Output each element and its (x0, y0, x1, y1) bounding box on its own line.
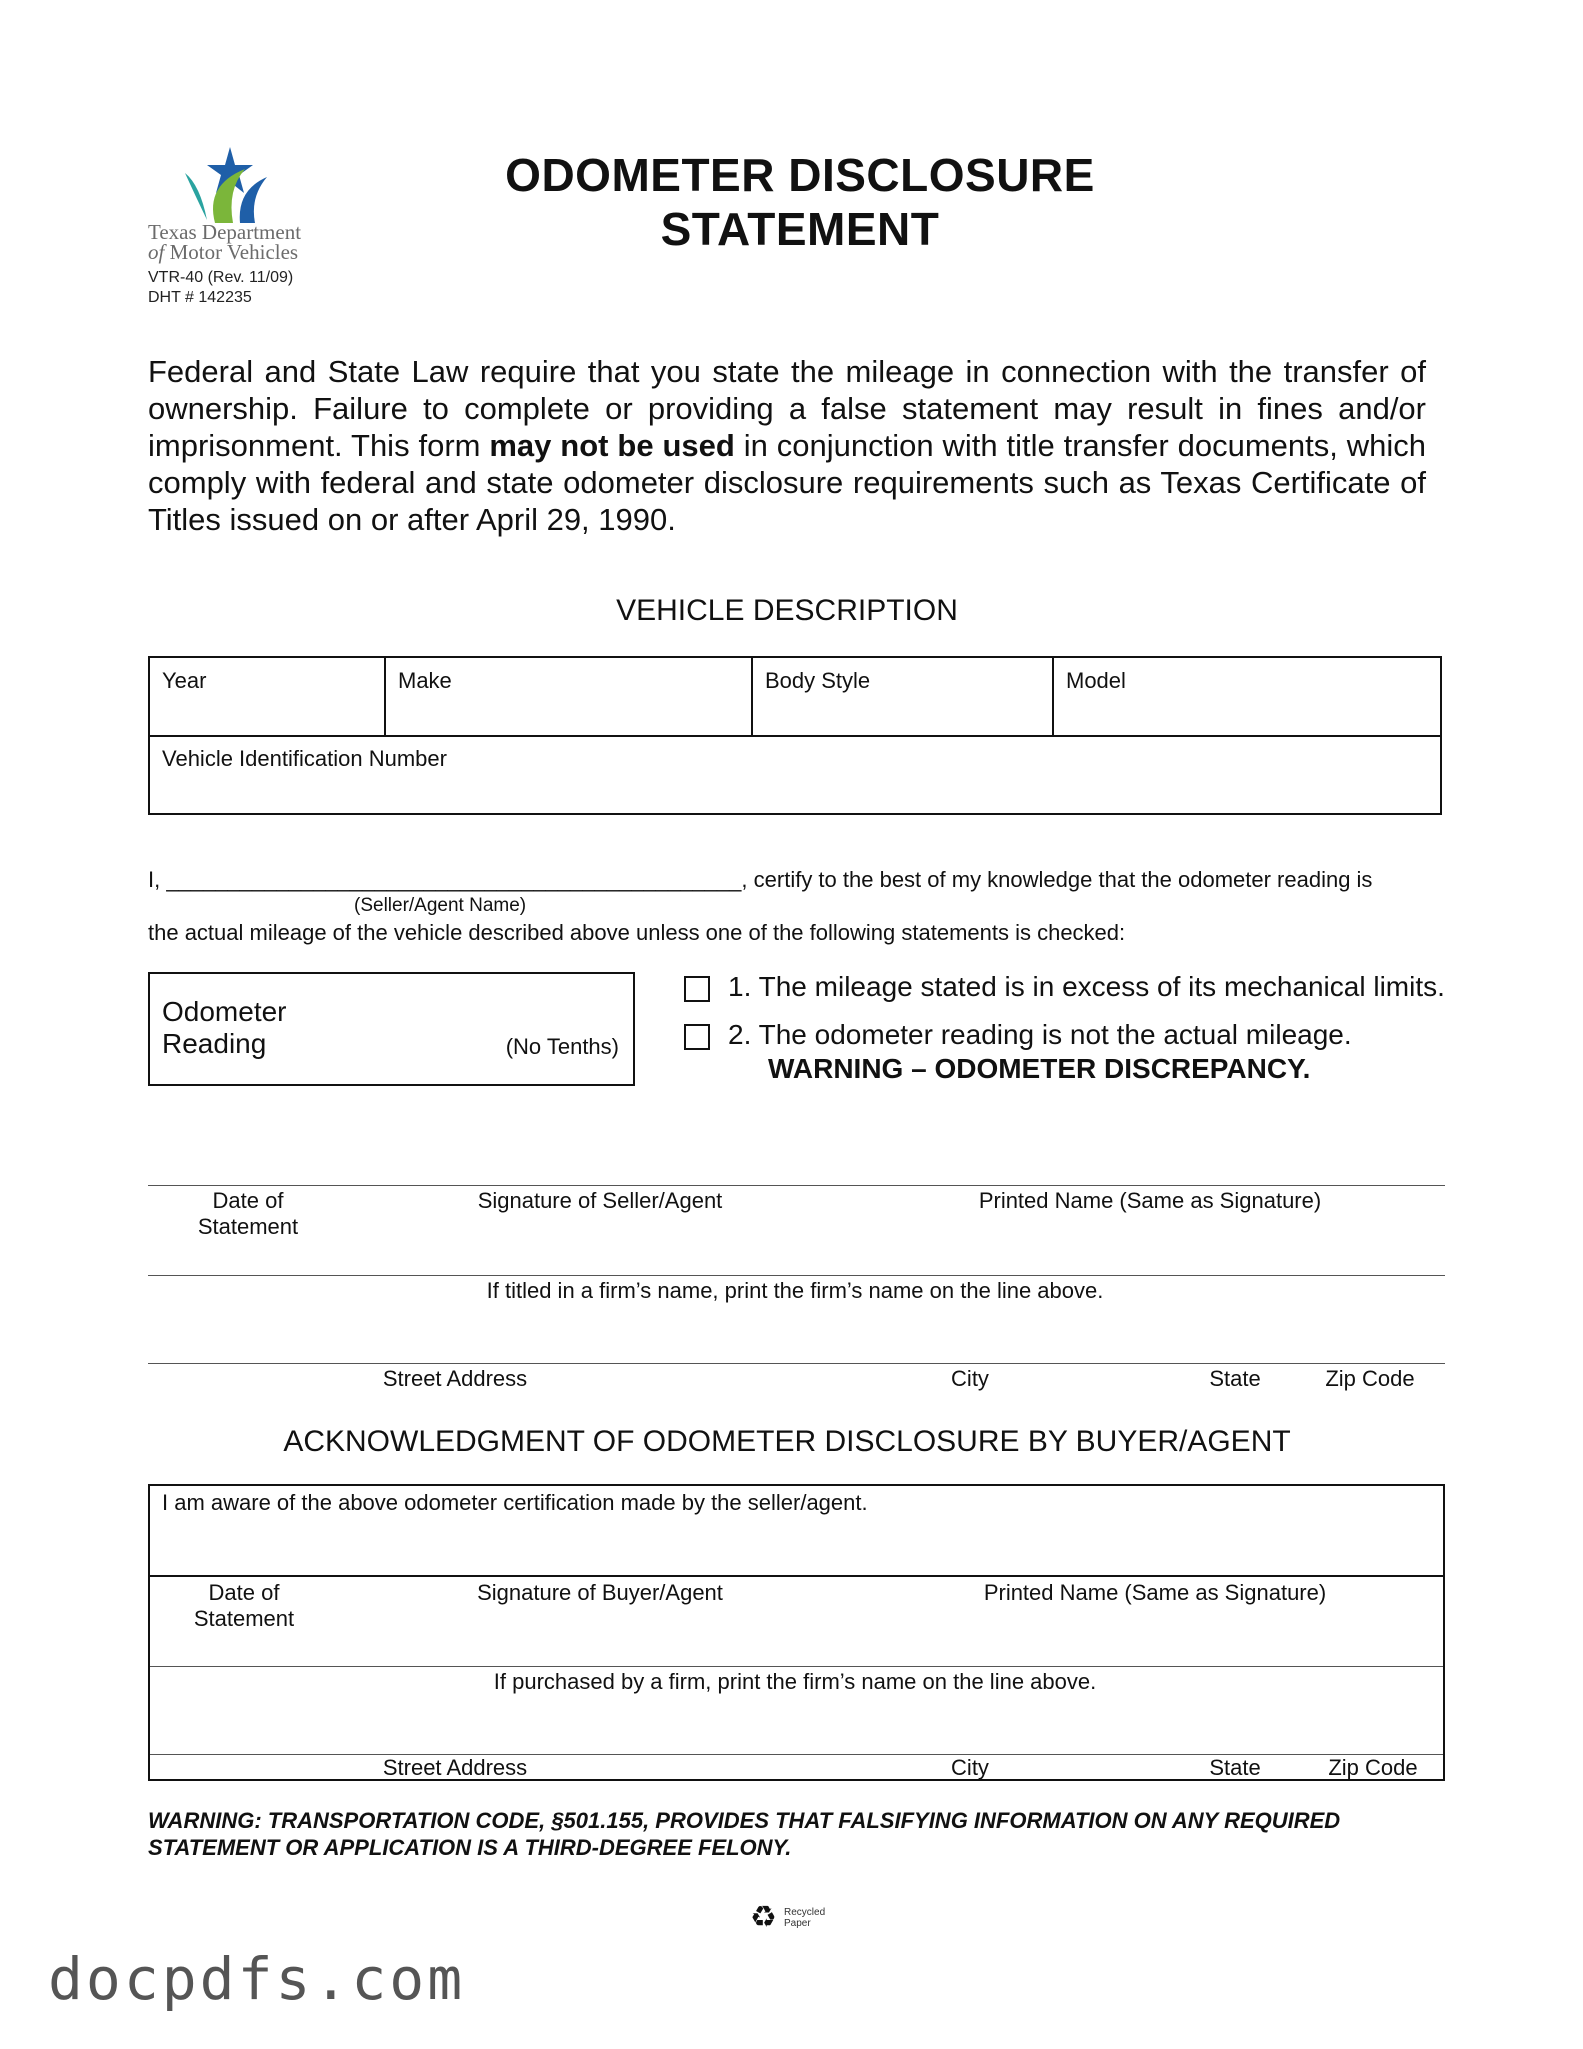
vehicle-col-divider (384, 658, 386, 735)
buyer-zip-label: Zip Code (1328, 1755, 1418, 1780)
vin-field[interactable]: Vehicle Identification Number (162, 746, 447, 771)
seller-city-label: City (951, 1366, 989, 1391)
model-field[interactable]: Model (1066, 668, 1126, 693)
felony-warning (148, 1807, 1438, 1861)
vehicle-col-divider (1052, 658, 1054, 735)
recycled-paper-mark (750, 1901, 840, 1937)
buyer-state-label: State (1209, 1755, 1261, 1780)
watermark: docpdfs.com (48, 1945, 466, 2013)
buyer-city-label: City (951, 1755, 989, 1780)
seller-date-line1: Date of (212, 1188, 284, 1213)
seller-street-label: Street Address (382, 1366, 528, 1391)
recycled-line1: Recycled (784, 1907, 826, 1918)
recycle-icon: ♻ (750, 1901, 777, 1934)
seller-name-blank[interactable]: _______________________________________________ (166, 867, 742, 892)
seller-zip-label: Zip Code (1325, 1366, 1415, 1391)
felony-warning-line2: STATEMENT OR APPLICATION IS A THIRD-DEGREE FELONY. (148, 1835, 792, 1860)
agency-line1: Texas Department (148, 220, 302, 244)
body-style-field[interactable]: Body Style (765, 668, 871, 693)
buyer-date-label (164, 1580, 324, 1632)
certify-line2: the actual mileage of the vehicle described above unless one of the following statements is checked: (148, 920, 1126, 945)
mileage-excess-checkbox[interactable] (684, 976, 710, 1002)
recycled-line2: Paper (784, 1918, 811, 1929)
seller-address-line[interactable] (148, 1363, 1445, 1364)
buyer-acknowledgment-heading: ACKNOWLEDGMENT OF ODOMETER DISCLOSURE BY BUYER/AGENT (283, 1425, 1291, 1458)
buyer-street-label: Street Address (382, 1755, 528, 1780)
intro-bold: may not be used (489, 428, 735, 463)
vehicle-table (148, 656, 1442, 815)
intro-text-1: Federal and State Law require that you state the mileage in connection with the transfer of ownership. Failure to complete or providing a false statement may result in fines and/or imprisonment. This form (148, 354, 1426, 463)
certify-prefix: I, (148, 867, 161, 892)
buyer-signature-label: Signature of Buyer/Agent (477, 1580, 723, 1605)
buyer-date-line1: Date of (208, 1580, 280, 1605)
buyer-printed-name-label: Printed Name (Same as Signature) (983, 1580, 1327, 1605)
vehicle-col-divider (751, 658, 753, 735)
buyer-date-line2: Statement (193, 1606, 295, 1631)
seller-firm-line[interactable] (148, 1275, 1445, 1276)
title-line2: STATEMENT (660, 203, 940, 255)
form-identifiers (148, 268, 293, 308)
odometer-discrepancy-warning: WARNING – ODOMETER DISCREPANCY. (768, 1053, 1311, 1084)
agency-of: of (148, 240, 165, 264)
vehicle-description-heading: VEHICLE DESCRIPTION (616, 594, 958, 627)
buyer-firm-note: If purchased by a firm, print the firm’s name on the line above. (493, 1669, 1097, 1694)
not-actual-mileage-checkbox[interactable] (684, 1024, 710, 1050)
odometer-label-line1: Odometer (162, 996, 287, 1027)
page-title (480, 148, 1120, 256)
buyer-firm-line[interactable] (150, 1666, 1443, 1667)
certify-suffix: , certify to the best of my knowledge that the odometer reading is (741, 867, 1373, 892)
statement-1: 1. The mileage stated is in excess of its mechanical limits. (728, 971, 1445, 1002)
seller-signature-label: Signature of Seller/Agent (477, 1188, 723, 1213)
agency-motor-vehicles: Motor Vehicles (164, 240, 299, 264)
seller-state-label: State (1209, 1366, 1261, 1391)
title-line1: ODOMETER DISCLOSURE (505, 149, 1095, 201)
dht-number: DHT # 142235 (148, 289, 252, 306)
no-tenths-note: (No Tenths) (505, 1034, 619, 1059)
vehicle-table-row-divider (150, 735, 1440, 737)
buyer-aware-statement: I am aware of the above odometer certification made by the seller/agent. (162, 1490, 868, 1515)
buyer-signature-line[interactable] (150, 1575, 1443, 1577)
recycled-paper-label (784, 1907, 825, 1929)
odometer-label-line2: Reading (162, 1028, 267, 1059)
seller-signature-line[interactable] (148, 1185, 1445, 1186)
felony-warning-line1: WARNING: TRANSPORTATION CODE, §501.155, PROVIDES THAT FALSIFYING INFORMATION ON ANY REQUIRED (148, 1808, 1341, 1833)
form-number: VTR-40 (Rev. 11/09) (148, 269, 294, 286)
buyer-acknowledgment-box (148, 1484, 1445, 1781)
seller-firm-note: If titled in a firm’s name, print the firm’s name on the line above. (486, 1278, 1104, 1303)
seller-date-label (168, 1188, 328, 1240)
odometer-label (162, 996, 287, 1060)
intro-text-2: in conjunction with title transfer documents, which comply with federal and state odometer disclosure requirements such as Texas Certificate of Titles issued on or after April 29, 1990. (148, 428, 1426, 537)
certify-line (148, 867, 1372, 893)
seller-name-caption: (Seller/Agent Name) (354, 895, 527, 916)
odometer-reading-field[interactable] (148, 972, 635, 1086)
statement-2: 2. The odometer reading is not the actual mileage. (728, 1019, 1352, 1050)
agency-line2 (148, 242, 301, 262)
seller-date-line2: Statement (197, 1214, 299, 1239)
intro-paragraph (148, 353, 1426, 538)
make-field[interactable]: Make (398, 668, 452, 693)
agency-name (148, 222, 301, 262)
year-field[interactable]: Year (162, 668, 207, 693)
seller-printed-name-label: Printed Name (Same as Signature) (978, 1188, 1322, 1213)
